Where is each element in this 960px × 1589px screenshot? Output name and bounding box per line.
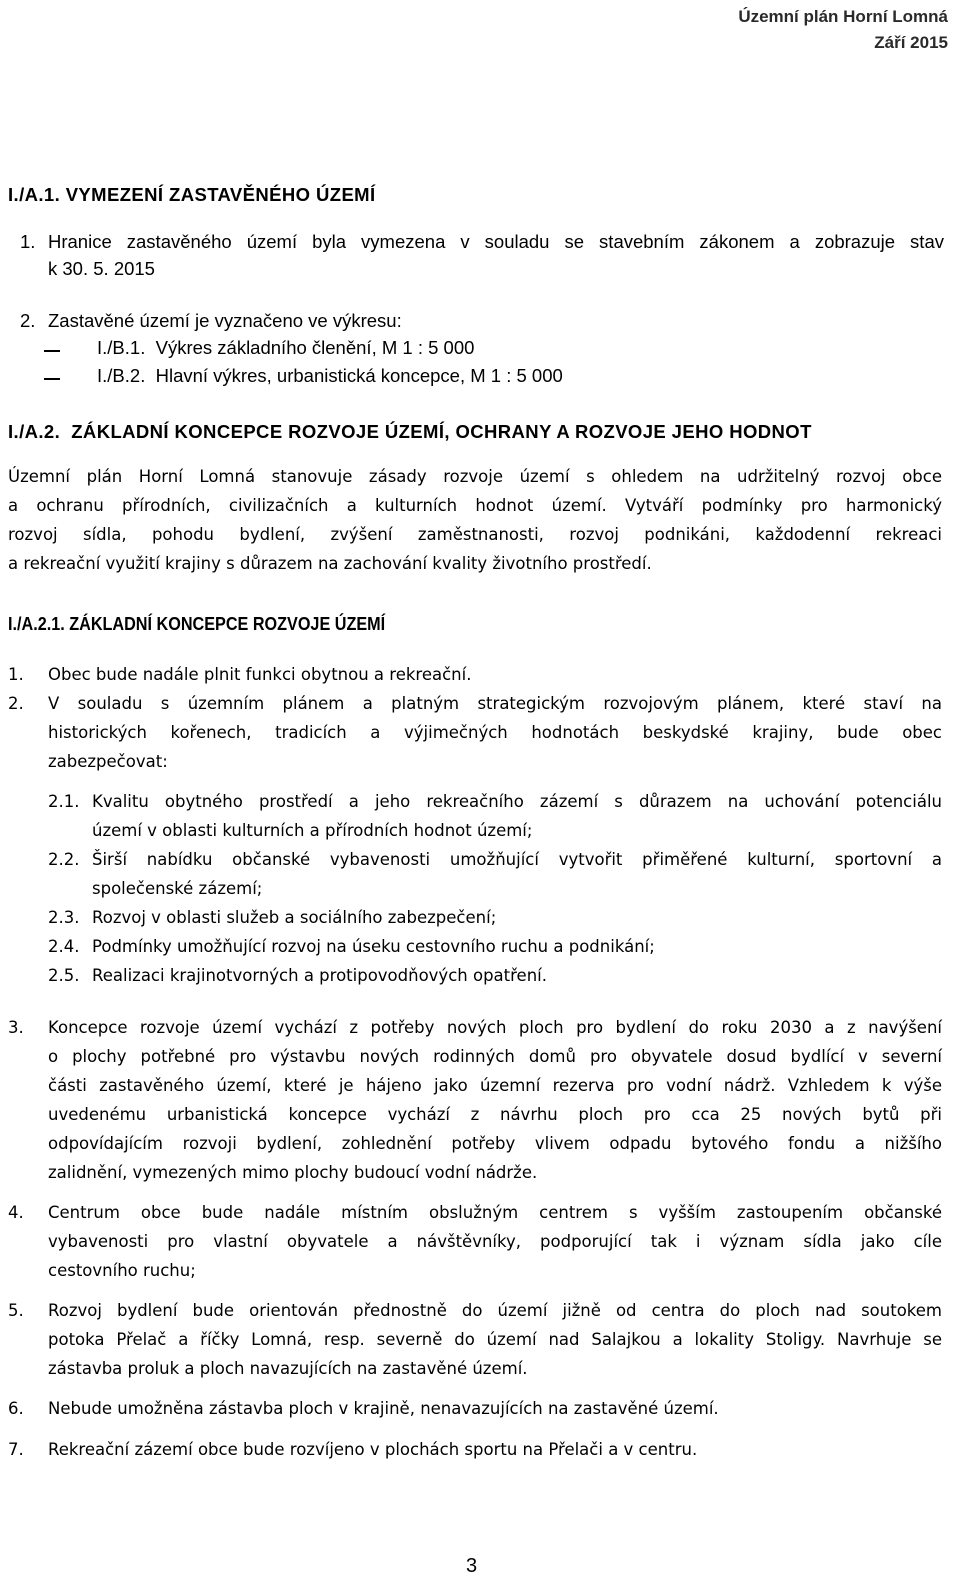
a21-item3-line2-text: o plochy potřebné pro výstavbu nových rodinných domů pro obyvatele dosud bydlící v severní [48, 1047, 942, 1066]
a21-item2-number: 2. [8, 694, 24, 713]
a2-para-line1 [8, 467, 942, 486]
a21-item2-line3: zabezpečovat: [48, 752, 168, 771]
a21-item7-number: 7. [8, 1440, 24, 1459]
a21-item2-line2-text: historických kořenech, tradicích a výjimečných hodnotách beskydské krajiny, bude obec [48, 723, 942, 742]
a2-para-line1-text: Územní plán Horní Lomná stanovuje zásady rozvoje území s ohledem na udržitelný rozvoj obce [8, 467, 942, 486]
a21-sub3-number: 2.3. [48, 908, 80, 927]
a2-para-line2 [8, 496, 942, 515]
a21-sub1-line1 [92, 792, 942, 811]
a21-sub1-line1-text: Kvalitu obytného prostředí a jeho rekreačního zázemí s důrazem na uchování potenciálu [92, 792, 942, 811]
a21-item3-line3-text: části zastavěného území, které je hájeno jako územní rezerva pro vodní nádrž. Vzhledem k výše [48, 1076, 942, 1095]
a21-item6-number: 6. [8, 1399, 24, 1418]
a1-item1-line1 [48, 231, 944, 253]
a21-item4-line2 [48, 1232, 942, 1251]
a21-item6-text: Nebude umožněna zástavba ploch v krajině, nenavazujících na zastavěné území. [48, 1399, 719, 1418]
section-a1-title: I./A.1. VYMEZENÍ ZASTAVĚNÉHO ÚZEMÍ [8, 184, 376, 205]
a21-item4-number: 4. [8, 1203, 24, 1222]
a21-sub2-number: 2.2. [48, 850, 80, 869]
a1-item1-number: 1. [20, 231, 36, 252]
a21-sub2-line1-text: Širší nabídku občanské vybavenosti umožňující vytvořit přiměřené kulturní, sportovní a [92, 850, 942, 869]
a21-item5-number: 5. [8, 1301, 24, 1320]
a21-item1-number: 1. [8, 665, 24, 684]
a1-item2-number: 2. [20, 310, 36, 331]
a2-para-line2-text: a ochranu přírodních, civilizačních a kulturních hodnot území. Vytváří podmínky pro harmonický [8, 496, 942, 515]
a21-item3-number: 3. [8, 1018, 24, 1037]
a2-para-line3-text: rozvoj sídla, pohodu bydlení, zvýšení zaměstnanosti, rozvoj podnikáni, každodenní rekreaci [8, 525, 942, 544]
a21-item3-line1-text: Koncepce rozvoje území vychází z potřeby nových ploch pro bydlení do roku 2030 a z navýšení [48, 1018, 942, 1037]
a21-item4-line2-text: vybavenosti pro vlastní obyvatele a návštěvníky, podporující tak i význam sídla jako cíle [48, 1232, 942, 1251]
page-number: 3 [466, 1555, 478, 1577]
a21-sub1-number: 2.1. [48, 792, 80, 811]
a21-item4-line1 [48, 1203, 942, 1222]
a21-item4-line1-text: Centrum obce bude nadále místním obslužným centrem s vyšším zastoupením občanské [48, 1203, 942, 1222]
a2-para-line3 [8, 525, 942, 544]
a21-item4-line3: cestovního ruchu; [48, 1261, 196, 1280]
a21-item5-line2-text: potoka Přelač a říčky Lomná, resp. severně do území nad Salajkou a lokality Stoligy. Navrhuje se [48, 1330, 942, 1349]
a21-item3-line3 [48, 1076, 942, 1095]
a21-sub1-line2: území v oblasti kulturních a přírodních hodnot území; [92, 821, 533, 840]
a21-item3-line5 [48, 1134, 942, 1153]
a21-sub2-line2: společenské zázemí; [92, 879, 263, 898]
a21-item3-line5-text: odpovídajícím rozvoji bydlení, zohlednění potřeby vlivem odpadu bytového fondu a nižšího [48, 1134, 942, 1153]
a21-item2-line2 [48, 723, 942, 742]
bullet-dash [44, 350, 60, 352]
page-header [738, 4, 948, 56]
a1-item2-text: Zastavěné území je vyznačeno ve výkresu: [48, 310, 402, 331]
a21-sub4-text: Podmínky umožňující rozvoj na úseku cestovního ruchu a podnikání; [92, 937, 655, 956]
a21-item5-line1-text: Rozvoj bydlení bude orientován přednostně do území jižně od centra do ploch nad soutokem [48, 1301, 942, 1320]
bullet-dash [44, 378, 60, 380]
a1-bullet-2: I./B.2. Hlavní výkres, urbanistická koncepce, M 1 : 5 000 [97, 365, 563, 386]
a21-item3-line4 [48, 1105, 942, 1124]
a2-para-line4: a rekreační využití krajiny s důrazem na zachování kvality životního prostředí. [8, 554, 652, 573]
a21-item2-line1 [48, 694, 942, 713]
a21-item3-line1 [48, 1018, 942, 1037]
a1-bullet-1: I./B.1. Výkres základního členění, M 1 : 5 000 [97, 337, 475, 358]
a21-item5-line1 [48, 1301, 942, 1320]
header-date: Září 2015 [874, 33, 948, 52]
a21-sub5-number: 2.5. [48, 966, 80, 985]
a21-item1-text: Obec bude nadále plnit funkci obytnou a rekreační. [48, 665, 472, 684]
a21-sub5-text: Realizaci krajinotvorných a protipovodňových opatření. [92, 966, 547, 985]
a21-item5-line2 [48, 1330, 942, 1349]
a21-item3-line2 [48, 1047, 942, 1066]
a1-item1-line2: k 30. 5. 2015 [48, 258, 155, 279]
a21-item2-line1-text: V souladu s územním plánem a platným strategickým rozvojovým plánem, které staví na [48, 694, 942, 713]
a21-sub2-line1 [92, 850, 942, 869]
a1-item1-line1-text: Hranice zastavěného území byla vymezena v souladu se stavebním zákonem a zobrazuje stav [48, 231, 944, 252]
a21-item5-line3: zástavba proluk a ploch navazujících na zastavěné území. [48, 1359, 528, 1378]
a21-sub3-text: Rozvoj v oblasti služeb a sociálního zabezpečení; [92, 908, 497, 927]
section-a2-title: I./A.2. ZÁKLADNÍ KONCEPCE ROZVOJE ÚZEMÍ, OCHRANY A ROZVOJE JEHO HODNOT [8, 421, 812, 442]
a21-item3-line4-text: uvedenému urbanistická koncepce vychází z návrhu ploch pro cca 25 nových bytů při [48, 1105, 942, 1124]
header-title: Územní plán Horní Lomná [738, 7, 948, 26]
a21-sub4-number: 2.4. [48, 937, 80, 956]
a21-item3-line6: zalidnění, vymezených mimo plochy budoucí vodní nádrže. [48, 1163, 538, 1182]
a21-item7-text: Rekreační zázemí obce bude rozvíjeno v plochách sportu na Přelači a v centru. [48, 1440, 698, 1459]
section-a21-title: I./A.2.1. ZÁKLADNÍ KONCEPCE ROZVOJE ÚZEMÍ [8, 614, 386, 634]
